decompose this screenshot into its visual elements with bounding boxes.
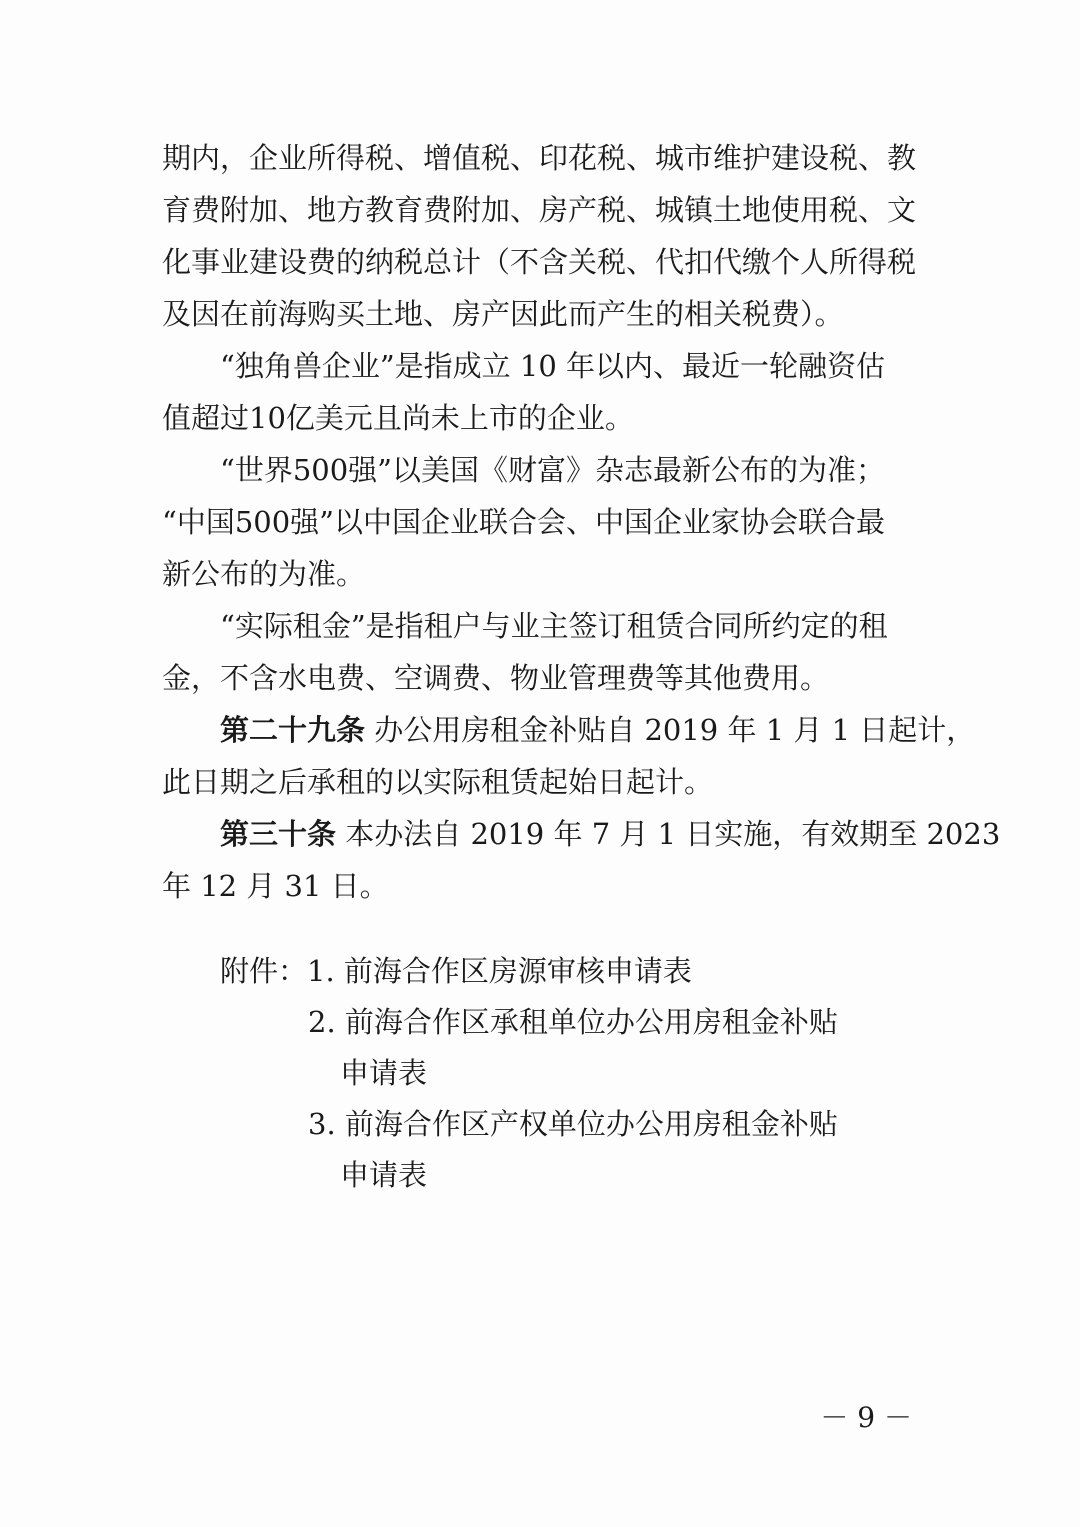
text-line: 育费附加、地方教育费附加、房产税、城镇土地使用税、文 (162, 193, 917, 227)
attachment-item-2-continued: 申请表 (340, 1056, 428, 1090)
document-body (162, 132, 1001, 912)
attachments-label: 附件： (220, 954, 308, 988)
article-29 (162, 704, 976, 756)
article-30-continued: 年 12 月 31 日。 (162, 869, 389, 903)
text-line: “世界500强”以美国《财富》杂志最新公布的为准； (220, 453, 886, 487)
attachments-list (220, 946, 838, 1201)
article-30-title: 第三十条 (220, 817, 337, 851)
text-line: 金，不含水电费、空调费、物业管理费等其他费用。 (162, 661, 830, 695)
text-line: 化事业建设费的纳税总计（不含关税、代扣代缴个人所得税 (162, 245, 917, 279)
attachment-item-3: 3. 前海合作区产权单位办公用房租金补贴 (308, 1107, 838, 1141)
text-line: 新公布的为准。 (162, 557, 366, 591)
text-line: 期内，企业所得税、增值税、印花税、城市维护建设税、教 (162, 141, 917, 175)
article-30-text: 本办法自 2019 年 7 月 1 日实施，有效期至 2023 (345, 817, 1001, 851)
article-29-continued: 此日期之后承租的以实际租赁起始日起计。 (162, 765, 714, 799)
article-29-title: 第二十九条 (220, 713, 366, 747)
article-30 (162, 808, 1001, 860)
page-number: － 9 － (820, 1401, 912, 1434)
text-line: “独角兽企业”是指成立 10 年以内、最近一轮融资估 (220, 349, 885, 383)
text-line: 值超过10亿美元且尚未上市的企业。 (162, 401, 634, 435)
text-line: 及因在前海购买土地、房产因此而产生的相关税费）。 (162, 297, 844, 331)
attachment-item-1-text: 1. 前海合作区房源审核申请表 (307, 954, 692, 988)
article-29-text: 办公用房租金补贴自 2019 年 1 月 1 日起计， (374, 713, 976, 747)
text-line: “实际租金”是指租户与业主签订租赁合同所约定的租 (220, 609, 888, 643)
text-line: “中国500强”以中国企业联合会、中国企业家协会联合最 (162, 505, 886, 539)
attachment-item-1 (220, 946, 838, 997)
attachment-item-3-continued: 申请表 (340, 1158, 428, 1192)
attachment-item-2: 2. 前海合作区承租单位办公用房租金补贴 (308, 1005, 838, 1039)
